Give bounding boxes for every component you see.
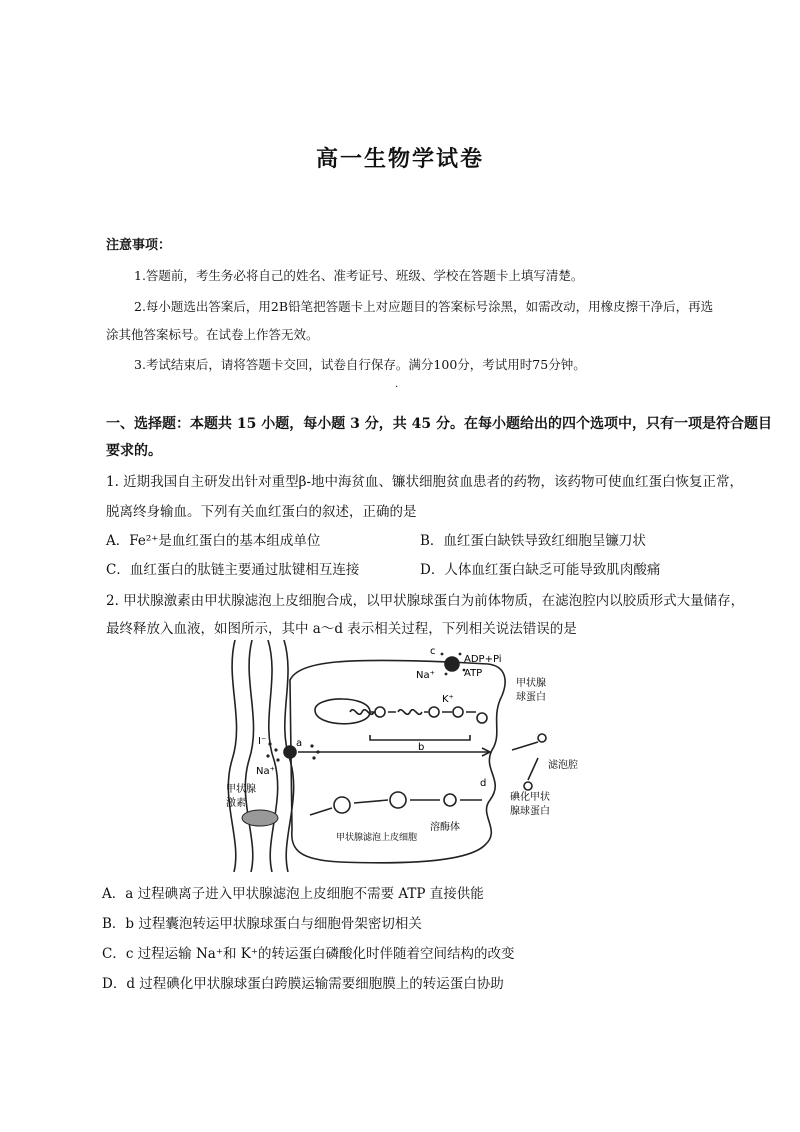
thyroid-cell-diagram bbox=[220, 640, 600, 872]
vesicle bbox=[453, 707, 463, 717]
pump-icon bbox=[445, 657, 459, 671]
hormone-blob bbox=[242, 810, 278, 826]
label-na-left: Na⁺ bbox=[256, 766, 275, 777]
vesicle bbox=[429, 707, 439, 717]
q1-stem-line1: 1. 近期我国自主研发出针对重型β-地中海贫血、镰状细胞贫血患者的药物，该药物可使血红蛋白恢复正常， bbox=[106, 474, 744, 490]
svg-text:腺球蛋白: 腺球蛋白 bbox=[510, 806, 550, 817]
q2-option-d: D．d 过程碘化甲状腺球蛋白跨膜运输需要细胞膜上的转运蛋白协助 bbox=[102, 976, 504, 992]
q2-option-a: A．a 过程碘离子进入甲状腺滤泡上皮细胞不需要 ATP 直接供能 bbox=[102, 886, 484, 902]
label-a: a bbox=[296, 738, 303, 749]
notice-item-2: 2.每小题选出答案后，用2B铅笔把答题卡上对应题目的答案标号涂黑，如需改动，用橡皮擦干净后，再选 bbox=[134, 299, 714, 314]
bracket-b bbox=[370, 735, 470, 740]
section-heading: 一、选择题：本题共 15 小题，每小题 3 分，共 45 分。在每小题给出的四个选项中，只有一项是符合题目 bbox=[106, 416, 772, 432]
transporter-icon bbox=[284, 746, 296, 758]
stray-dot: · bbox=[395, 382, 399, 393]
label-iodinated-tg: 碘化甲状 bbox=[510, 792, 550, 803]
q1-option-b: B．血红蛋白缺铁导致红细胞呈镰刀状 bbox=[420, 533, 646, 549]
notice-heading: 注意事项： bbox=[106, 238, 172, 253]
q2-option-b: B．b 过程囊泡转运甲状腺球蛋白与细胞骨架密切相关 bbox=[102, 916, 422, 932]
q1-option-c: C．血红蛋白的肽链主要通过肽键相互连接 bbox=[106, 562, 360, 578]
label-atp: ATP bbox=[464, 668, 483, 679]
label-lysosome: 溶酶体 bbox=[430, 822, 460, 833]
svg-text:激素: 激素 bbox=[226, 798, 246, 809]
q2-option-c: C．c 过程运输 Na⁺和 K⁺的转运蛋白磷酸化时伴随着空间结构的改变 bbox=[102, 946, 515, 962]
label-na-top: Na⁺ bbox=[416, 670, 435, 681]
label-adp: ADP+Pi bbox=[464, 654, 502, 665]
q1-option-a: A．Fe²⁺是血红蛋白的基本组成单位 bbox=[106, 533, 321, 549]
vesicle bbox=[334, 797, 350, 813]
label-c: c bbox=[430, 646, 436, 657]
vesicle bbox=[390, 792, 406, 808]
vesicle bbox=[375, 707, 385, 717]
q1-option-d: D．人体血红蛋白缺乏可能导致肌肉酸痛 bbox=[420, 562, 661, 578]
notice-item-3: 3.考试结束后，请将答题卡交回，试卷自行保存。满分100分，考试用时75分钟。 bbox=[134, 357, 586, 372]
label-d: d bbox=[480, 778, 487, 789]
q2-stem-line2: 最终释放入血液，如图所示，其中 a～d 表示相关过程，下列相关说法错误的是 bbox=[106, 621, 577, 637]
vesicle bbox=[477, 713, 487, 723]
label-k: K⁺ bbox=[442, 694, 454, 705]
notice-item-1: 1.答题前，考生务必将自己的姓名、准考证号、班级、学校在答题卡上填写清楚。 bbox=[134, 268, 584, 283]
label-thyroglobulin: 甲状腺 bbox=[516, 678, 546, 689]
golgi-squiggle bbox=[398, 710, 422, 715]
q1-stem-line2: 脱离终身输血。下列有关血红蛋白的叙述，正确的是 bbox=[106, 504, 417, 520]
label-follicle-lumen: 滤泡腔 bbox=[548, 760, 578, 771]
label-iodide: I⁻ bbox=[258, 736, 267, 747]
label-epithelial-cell: 甲状腺滤泡上皮细胞 bbox=[336, 833, 418, 843]
q2-stem-line1: 2. 甲状腺激素由甲状腺滤泡上皮细胞合成，以甲状腺球蛋白为前体物质，在滤泡腔内以胶质形式大量储存， bbox=[106, 593, 745, 609]
capillary-wall-left-2 bbox=[245, 640, 253, 872]
lysosome bbox=[444, 794, 456, 806]
section-heading-cont: 要求的。 bbox=[106, 443, 162, 459]
page-title: 高一生物学试卷 bbox=[315, 147, 484, 172]
notice-item-2-cont: 涂其他答案标号。在试卷上作答无效。 bbox=[106, 327, 319, 342]
label-b: b bbox=[418, 742, 425, 753]
capillary-wall-left bbox=[228, 640, 236, 872]
label-thyroid-hormone: 甲状腺 bbox=[226, 784, 256, 795]
svg-text:球蛋白: 球蛋白 bbox=[516, 692, 546, 703]
